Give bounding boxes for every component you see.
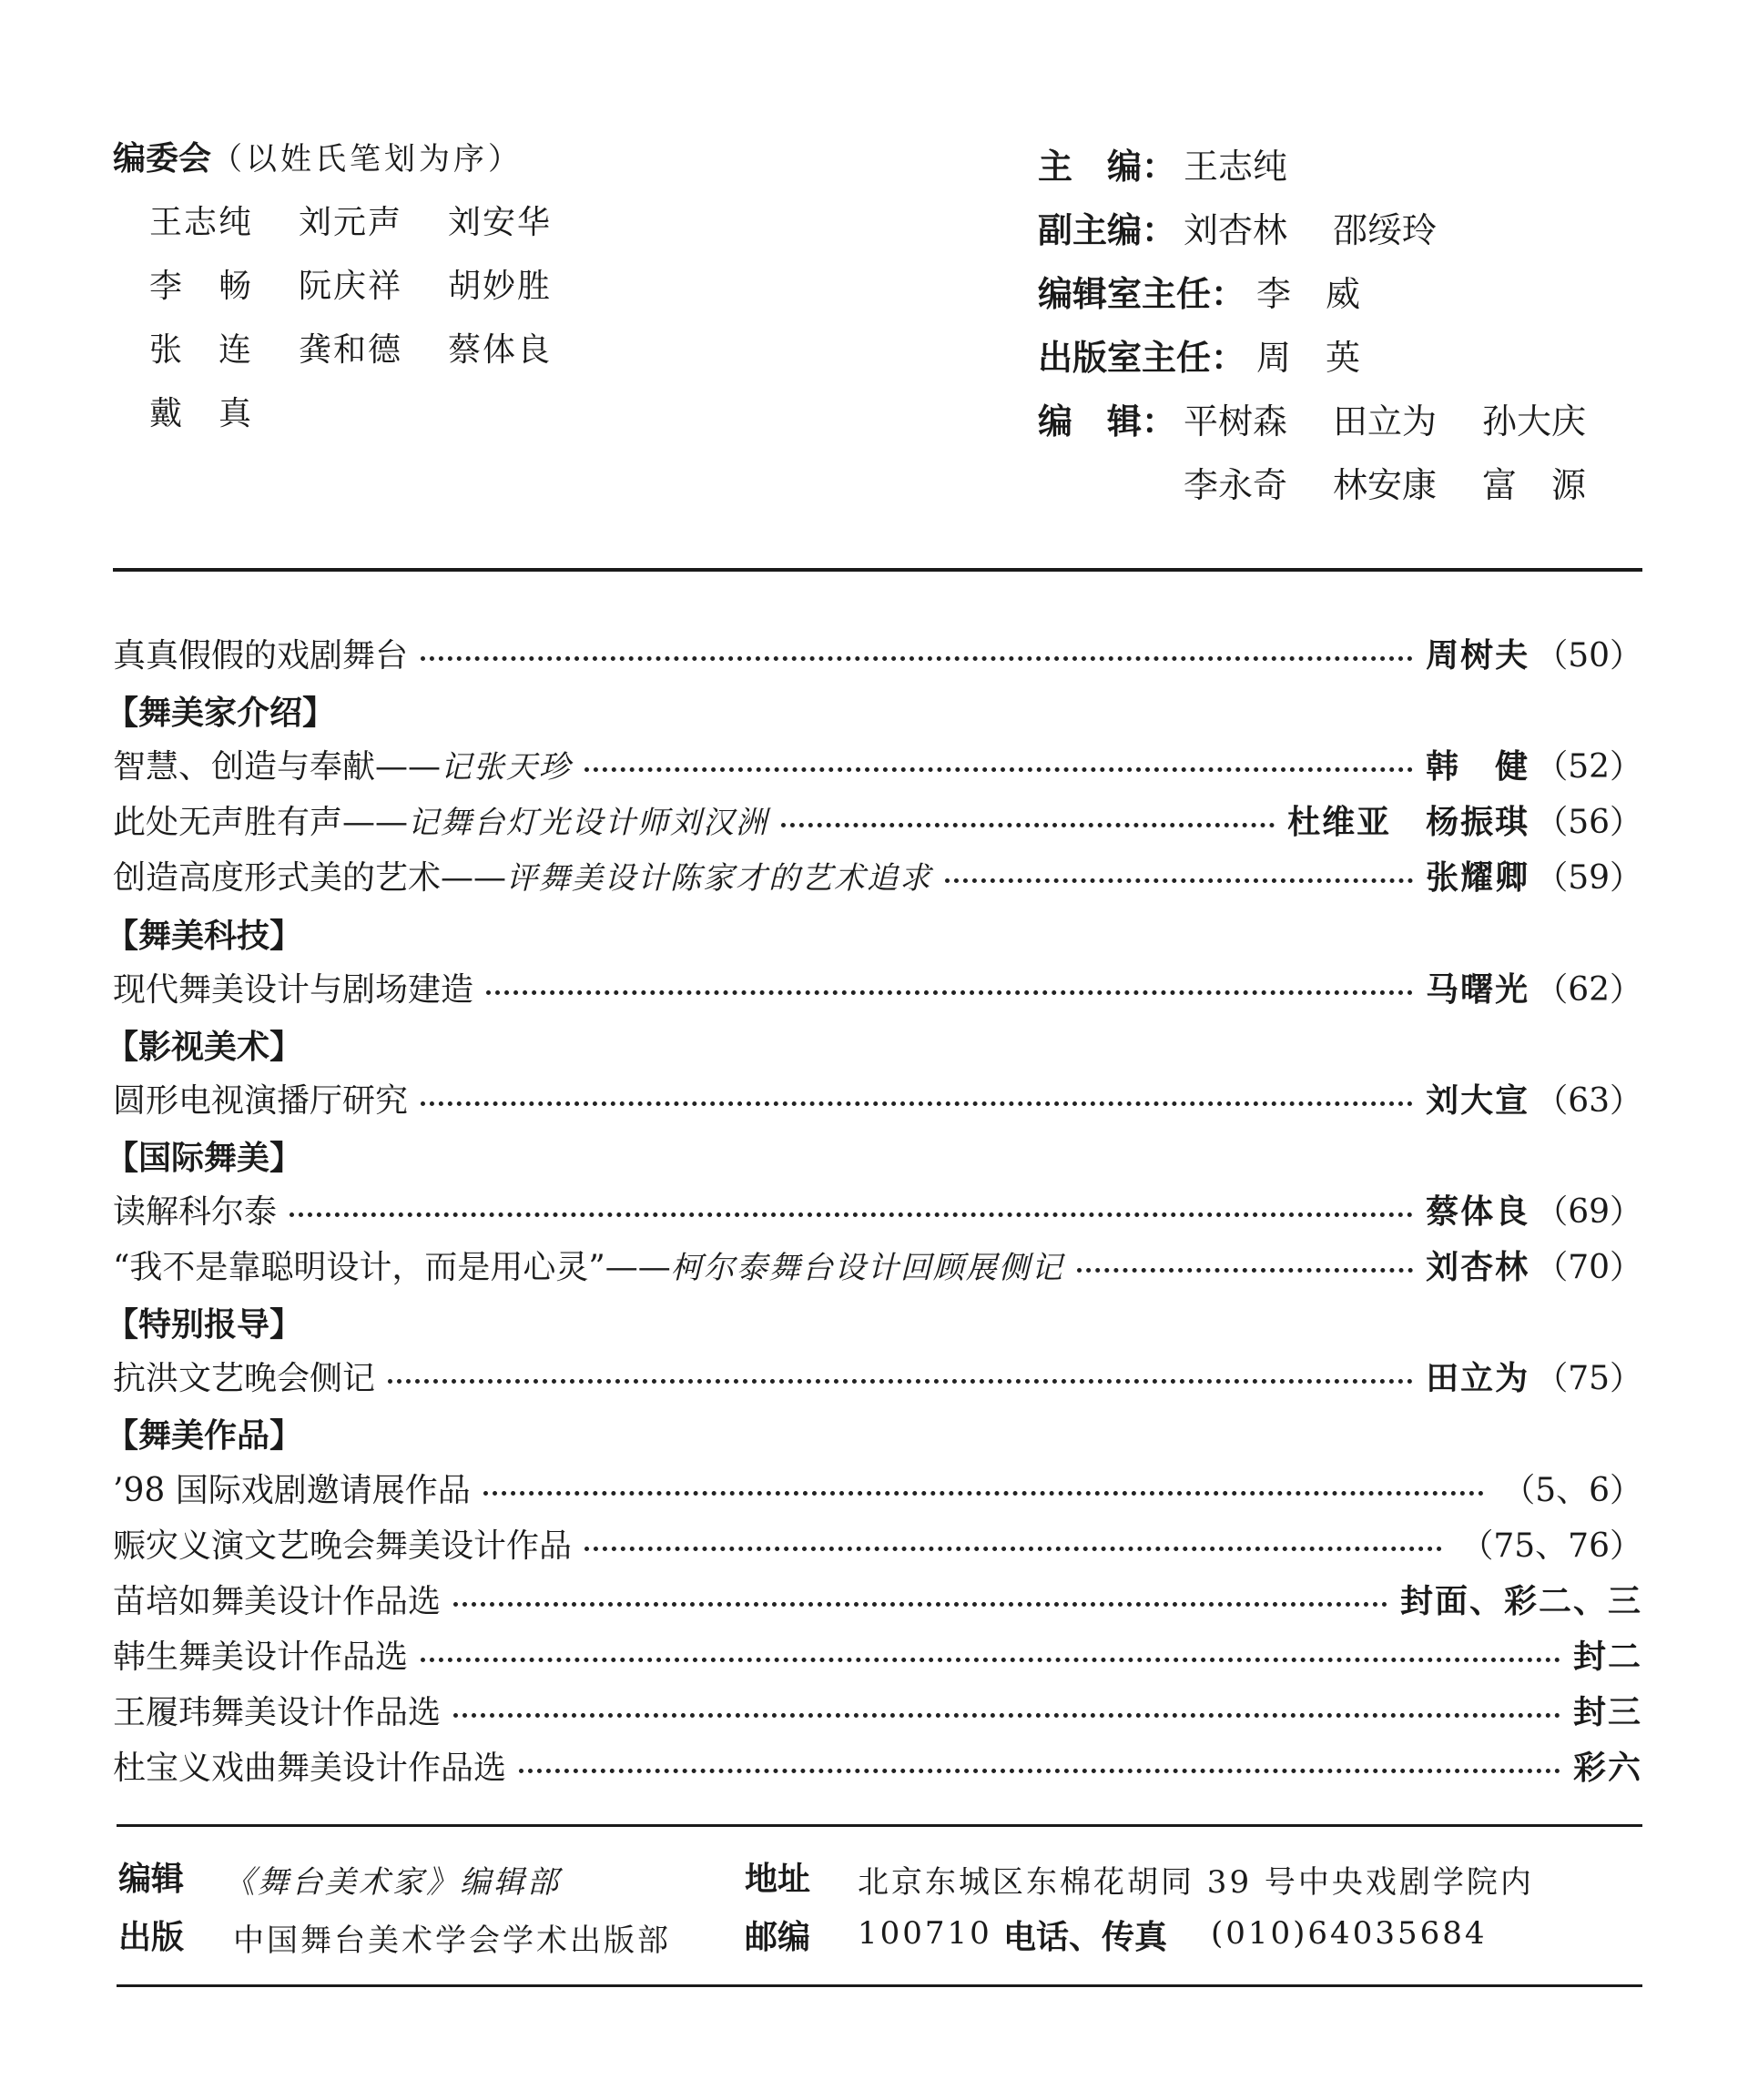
toc-entry-main-title: 创造高度形式美的艺术——	[113, 858, 507, 897]
toc-entry	[113, 964, 1642, 1009]
footer-address-label: 地址	[745, 1861, 811, 1898]
footer-editor-label: 编辑	[118, 1861, 185, 1898]
toc-entry-page: （59）	[1535, 858, 1642, 897]
toc-entry-author: 蔡体良	[1426, 1192, 1530, 1231]
staff-name: 周 英	[1256, 338, 1361, 378]
footer-address-value: 北京东城区东棉花胡同 39 号中央戏剧学院内	[858, 1864, 1534, 1901]
toc-entry	[113, 1742, 1642, 1788]
toc-entry-main-title: 真真假假的戏剧舞台	[113, 636, 409, 675]
toc-entry-author: 周树夫	[1426, 636, 1530, 675]
toc-leader-dots	[483, 1491, 1484, 1496]
toc-entry-title	[113, 1742, 506, 1789]
toc-entry-author: 张耀卿	[1426, 858, 1530, 897]
toc-entry	[113, 630, 1642, 675]
toc-leader-dots	[290, 1212, 1413, 1217]
toc-entry-subtitle: 柯尔泰舞台设计回顾展侧记	[670, 1249, 1064, 1286]
footer-postcode-label: 邮编	[745, 1919, 811, 1956]
toc-section-heading: 【舞美家介绍】	[106, 695, 336, 732]
toc-entry-main-title: 智慧、创造与奉献——	[113, 747, 442, 786]
toc-section-heading: 【国际舞美】	[106, 1140, 303, 1177]
toc-entry-main-title: 韩生舞美设计作品选	[113, 1638, 409, 1676]
toc-entry-page: （63）	[1535, 1081, 1642, 1120]
toc-section-heading: 【特别报导】	[106, 1306, 303, 1344]
toc-entry-page: （75）	[1535, 1359, 1642, 1397]
toc-entry-title	[113, 741, 572, 787]
toc-entry	[113, 1576, 1642, 1621]
committee-member: 李 畅	[149, 268, 254, 305]
toc-entry	[113, 1687, 1642, 1732]
toc-leader-dots	[519, 1769, 1560, 1773]
toc-entry-author: 韩 健	[1426, 747, 1530, 786]
toc-entry-author: 封面、彩二、三	[1399, 1582, 1642, 1620]
toc-entry-main-title: 赈灾义演文艺晚会舞美设计作品	[113, 1527, 573, 1565]
toc-leader-dots	[388, 1379, 1413, 1384]
staff-role-label: 出版室主任：	[1038, 338, 1246, 378]
toc-entry	[113, 852, 1642, 898]
staff-name: 孙大庆	[1482, 401, 1587, 441]
toc-entry-title	[113, 1353, 375, 1399]
toc-entry	[113, 1242, 1642, 1287]
toc-entry-main-title: 此处无声胜有声——	[113, 803, 409, 841]
toc-section-heading: 【影视美术】	[106, 1029, 303, 1066]
toc-entry-main-title: 杜宝义戏曲舞美设计作品选	[113, 1749, 507, 1787]
committee-member: 刘安华	[448, 204, 553, 241]
toc-entry-page: （70）	[1535, 1248, 1642, 1286]
toc-entry-main-title: 圆形电视演播厅研究	[113, 1081, 409, 1120]
toc-entry-page: （50）	[1535, 636, 1642, 675]
toc-entry-author: 刘杏林	[1426, 1248, 1530, 1286]
toc-entry-title	[113, 1242, 1064, 1288]
toc-leader-dots	[584, 767, 1413, 772]
committee-member: 张 连	[149, 331, 254, 369]
toc-entry-title	[113, 1520, 572, 1567]
toc-entry-main-title: “我不是靠聪明设计，而是用心灵”——	[113, 1248, 671, 1286]
committee-member: 戴 真	[149, 395, 254, 432]
footer-publisher-label: 出版	[118, 1919, 185, 1956]
top-divider	[113, 568, 1642, 572]
toc-entry-subtitle: 记舞台灯光设计师刘汉洲	[408, 804, 769, 841]
toc-entry-title	[113, 1576, 441, 1622]
toc-leader-dots	[421, 1658, 1560, 1662]
committee-note: （以姓氏笔划为序）	[211, 141, 523, 178]
toc-entry-title	[113, 1687, 441, 1733]
toc-leader-dots	[453, 1602, 1387, 1607]
toc-entry-author: 封二	[1572, 1638, 1642, 1676]
toc-entry-page: （62）	[1535, 970, 1642, 1009]
toc-entry-page: （75、76）	[1460, 1527, 1642, 1565]
staff-name: 田立为	[1333, 401, 1438, 441]
toc-entry	[113, 1075, 1642, 1121]
toc-leader-dots	[421, 1101, 1413, 1106]
toc-leader-dots	[945, 878, 1413, 883]
committee-member: 龚和德	[299, 331, 403, 369]
committee-heading	[113, 133, 523, 179]
committee-member: 刘元声	[299, 204, 403, 241]
toc-entry-author: 田立为	[1426, 1359, 1530, 1397]
footer-editor-value: 《舞台美术家》编辑部	[224, 1864, 561, 1901]
toc-entry-author: 马曙光	[1426, 970, 1530, 1009]
toc-leader-dots	[453, 1713, 1560, 1718]
toc-section-heading: 【舞美作品】	[106, 1417, 303, 1455]
toc-entry	[113, 1186, 1642, 1232]
toc-leader-dots	[421, 656, 1413, 661]
toc-entry-author: 封三	[1572, 1693, 1642, 1731]
toc-entry-page: （69）	[1535, 1192, 1642, 1231]
staff-name: 李 威	[1256, 274, 1361, 314]
toc-entry-title	[113, 1186, 277, 1233]
toc-leader-dots	[1077, 1268, 1413, 1273]
footer-phone-value: (010)64035684	[1211, 1915, 1488, 1952]
toc-section-heading: 【舞美科技】	[106, 918, 303, 955]
toc-entry-subtitle: 评舞美设计陈家才的艺术追求	[506, 859, 933, 897]
toc-entry-title	[113, 964, 473, 1010]
toc-entry-subtitle: 记张天珍	[441, 748, 573, 786]
committee-member: 王志纯	[149, 204, 254, 241]
toc-entry	[113, 1353, 1642, 1398]
toc-entry	[113, 741, 1642, 786]
toc-entry	[113, 1520, 1642, 1566]
toc-entry-main-title: 读解科尔泰	[113, 1192, 278, 1231]
toc-entry-title	[113, 1075, 408, 1121]
footer-phone-label: 电话、传真	[1003, 1919, 1168, 1956]
staff-role-label: 主 编：	[1038, 147, 1177, 187]
toc-leader-dots	[584, 1547, 1442, 1551]
toc-entry-main-title: 王履玮舞美设计作品选	[113, 1693, 442, 1731]
staff-role-label: 副主编：	[1038, 210, 1177, 250]
toc-entry-page: （56）	[1535, 803, 1642, 841]
footer-publisher-value: 中国舞台美术学会学术出版部	[233, 1922, 671, 1959]
toc-entry-title	[113, 1631, 408, 1678]
toc-entry-main-title: ’98 国际戏剧邀请展作品	[113, 1471, 471, 1509]
staff-name: 刘杏林	[1184, 210, 1288, 250]
staff-name: 林安康	[1333, 465, 1438, 505]
toc-entry-main-title: 现代舞美设计与剧场建造	[113, 970, 474, 1009]
toc-entry-author: 杜维亚 杨振琪	[1287, 803, 1530, 841]
footer-postcode-value: 100710	[858, 1915, 992, 1952]
toc-entry-main-title: 抗洪文艺晚会侧记	[113, 1359, 376, 1397]
footer-top-divider	[117, 1824, 1642, 1827]
toc-entry	[113, 1631, 1642, 1677]
toc-entry-title	[113, 630, 408, 676]
toc-entry-main-title: 苗培如舞美设计作品选	[113, 1582, 442, 1620]
toc-entry-title	[113, 1465, 471, 1511]
committee-member: 蔡体良	[448, 331, 553, 369]
committee-title: 编委会	[113, 140, 212, 178]
staff-name: 富 源	[1482, 465, 1587, 505]
staff-role-label: 编 辑：	[1038, 401, 1177, 441]
toc-entry-page: （5、6）	[1502, 1471, 1642, 1509]
footer-bottom-divider	[117, 1984, 1642, 1987]
toc-entry-author: 彩六	[1572, 1749, 1642, 1787]
committee-member: 阮庆祥	[299, 268, 403, 305]
staff-name: 平树森	[1184, 401, 1288, 441]
staff-role-label: 编辑室主任：	[1038, 274, 1246, 314]
toc-entry-title	[113, 852, 932, 898]
staff-name: 邵绥玲	[1333, 210, 1438, 250]
toc-leader-dots	[781, 823, 1275, 827]
staff-name: 李永奇	[1184, 465, 1288, 505]
toc-leader-dots	[486, 990, 1413, 995]
toc-entry	[113, 796, 1642, 842]
committee-member: 胡妙胜	[448, 268, 553, 305]
staff-name: 王志纯	[1184, 147, 1288, 187]
toc-entry-page: （52）	[1535, 747, 1642, 786]
toc-entry-author: 刘大宣	[1426, 1081, 1530, 1120]
toc-entry-title	[113, 796, 768, 843]
toc-entry	[113, 1465, 1642, 1510]
